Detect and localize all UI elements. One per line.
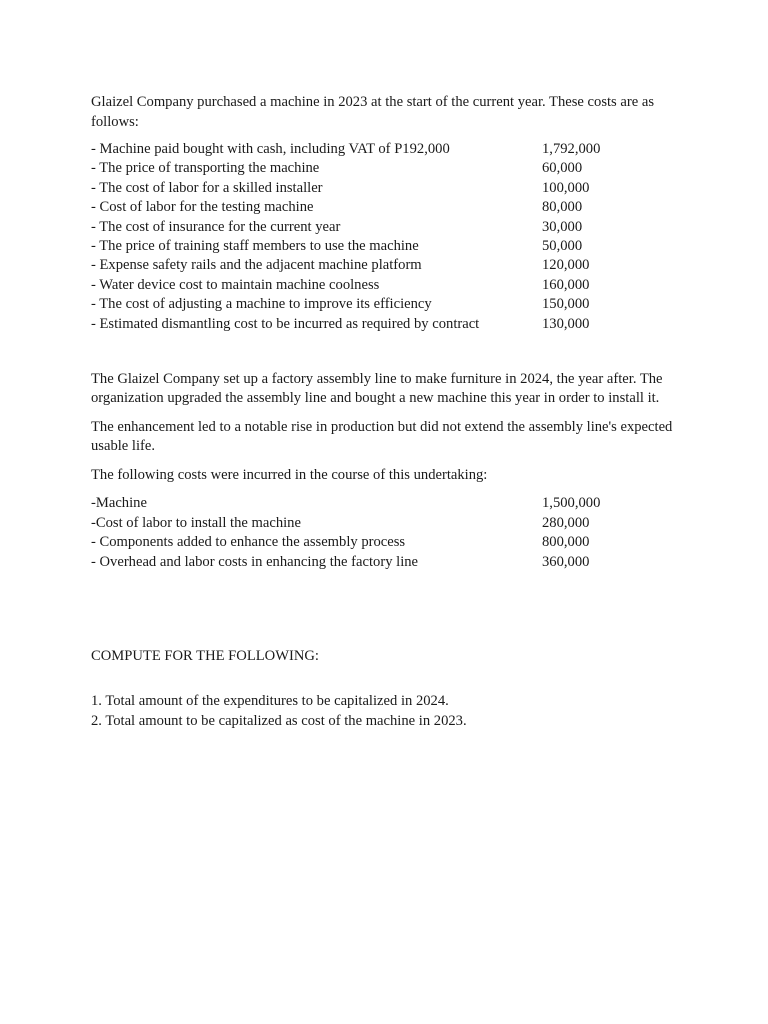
question-2: 2. Total amount to be capitalized as cost of the machine in 2023. xyxy=(91,712,467,729)
list-item xyxy=(91,237,681,256)
list-item xyxy=(91,218,681,237)
list-item xyxy=(91,494,681,513)
cost-amount: 80,000 xyxy=(542,199,583,216)
list-item xyxy=(91,533,681,552)
compute-heading: COMPUTE FOR THE FOLLOWING: xyxy=(91,647,319,664)
list-item xyxy=(91,159,681,178)
cost-label: - The cost of labor for a skilled installer xyxy=(91,179,323,196)
cost-label: - The price of training staff members to use the machine xyxy=(91,237,419,254)
cost-label: -Cost of labor to install the machine xyxy=(91,514,301,531)
costs-2024-list xyxy=(91,494,681,572)
list-item xyxy=(91,553,681,572)
cost-amount: 130,000 xyxy=(542,315,590,332)
cost-label: - Components added to enhance the assembly process xyxy=(91,534,406,551)
cost-amount: 1,792,000 xyxy=(542,141,601,157)
question-1: 1. Total amount of the expenditures to be capitalized in 2024. xyxy=(91,693,449,710)
cost-label: - Overhead and labor costs in enhancing the factory line xyxy=(91,553,419,570)
list-item xyxy=(91,179,681,198)
cost-amount: 800,000 xyxy=(542,534,590,551)
list-item xyxy=(91,295,681,314)
cost-amount: 120,000 xyxy=(542,257,590,274)
costs-intro-paragraph: The following costs were incurred in the course of this undertaking: xyxy=(91,466,488,483)
cost-label: -Machine xyxy=(91,495,147,512)
cost-label: - Water device cost to maintain machine coolness xyxy=(91,276,380,293)
cost-amount: 30,000 xyxy=(542,218,583,235)
cost-label: - Cost of labor for the testing machine xyxy=(91,199,314,216)
cost-label: - Expense safety rails and the adjacent machine platform xyxy=(91,257,422,274)
list-item xyxy=(91,276,681,295)
cost-amount: 50,000 xyxy=(542,237,583,254)
cost-label: - Estimated dismantling cost to be incurred as required by contract xyxy=(91,315,480,332)
list-item xyxy=(91,198,681,217)
cost-amount: 150,000 xyxy=(542,296,590,313)
list-item xyxy=(91,256,681,275)
list-item xyxy=(91,315,681,334)
list-item xyxy=(91,514,681,533)
cost-label: - The price of transporting the machine xyxy=(91,160,320,177)
cost-amount: 160,000 xyxy=(542,276,590,293)
cost-amount: 1,500,000 xyxy=(542,495,601,512)
enhancement-paragraph: The enhancement led to a notable rise in production but did not extend the assembly line's expected usable life. xyxy=(91,418,673,455)
cost-amount: 60,000 xyxy=(542,160,583,177)
cost-label: - The cost of insurance for the current year xyxy=(91,218,341,235)
assembly-line-paragraph: The Glaizel Company set up a factory assembly line to make furniture in 2024, the year after. The organization upgraded the assembly line and bought a new machine this year in order to install it. xyxy=(91,370,663,407)
cost-label: - Machine paid bought with cash, including VAT of P192,000 xyxy=(91,141,450,157)
cost-amount: 280,000 xyxy=(542,514,590,531)
cost-label: - The cost of adjusting a machine to improve its efficiency xyxy=(91,296,432,313)
intro-paragraph: Glaizel Company purchased a machine in 2023 at the start of the current year. These costs are as follows: xyxy=(91,94,655,130)
list-item xyxy=(91,140,681,159)
cost-amount: 360,000 xyxy=(542,553,590,570)
cost-amount: 100,000 xyxy=(542,179,590,196)
costs-2023-list xyxy=(91,140,681,334)
document-page xyxy=(91,93,681,731)
